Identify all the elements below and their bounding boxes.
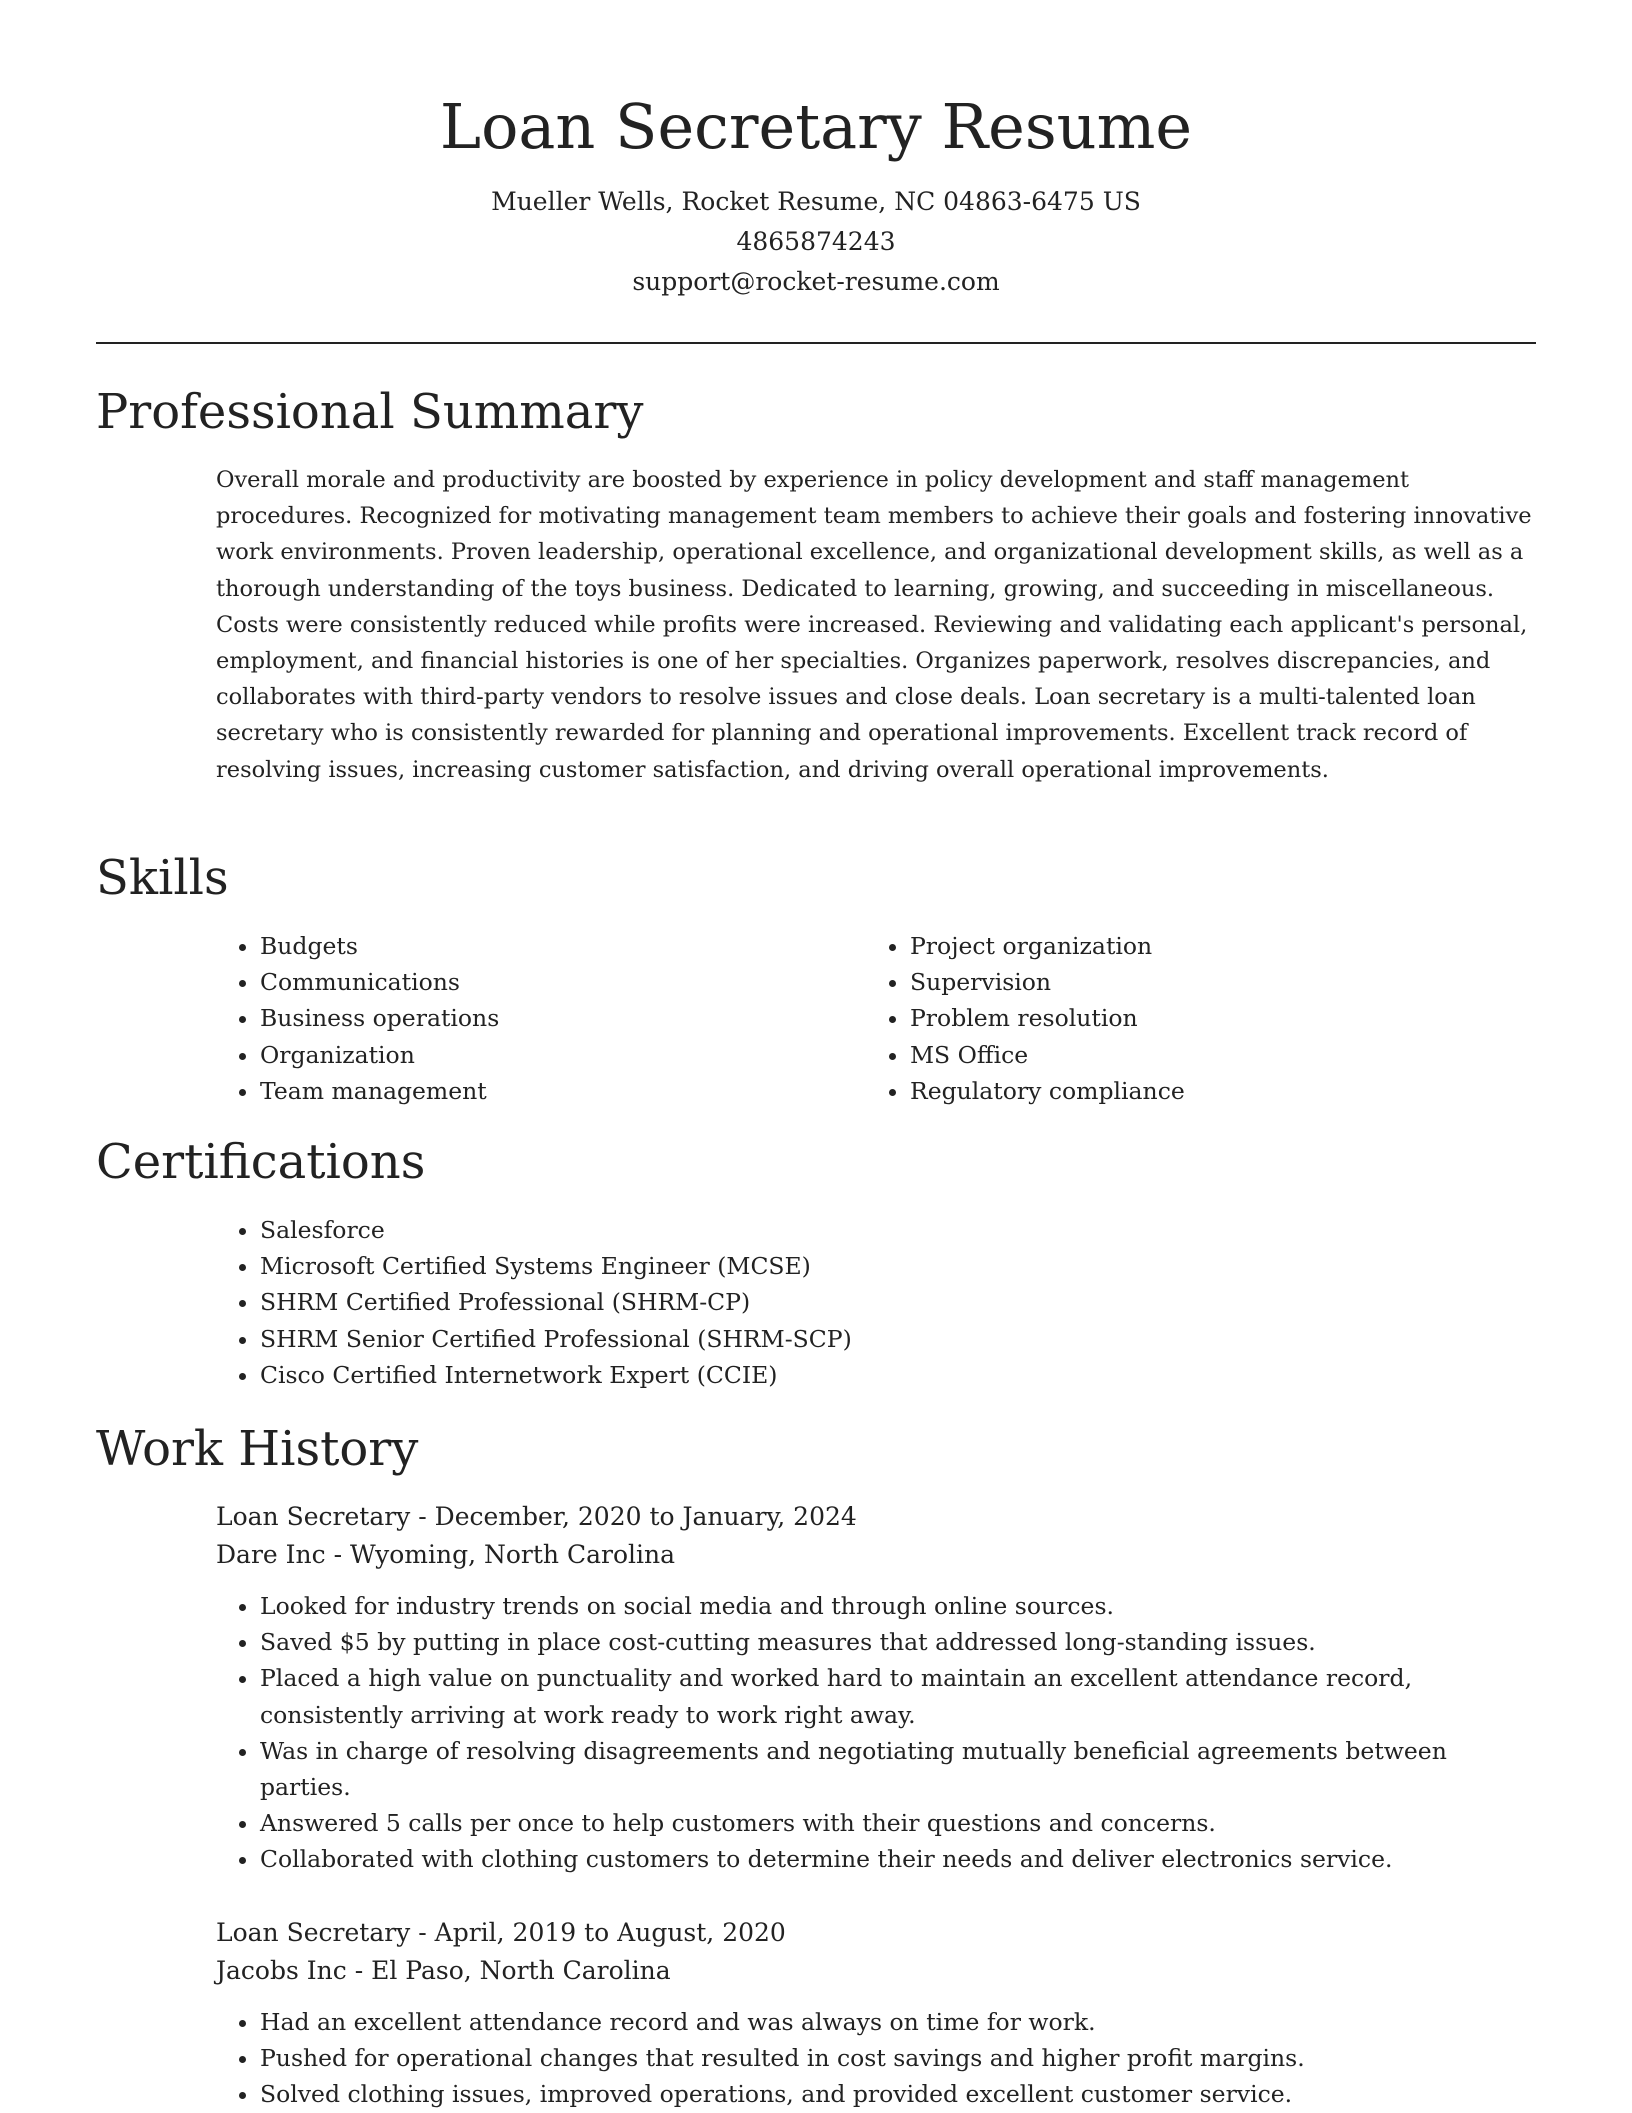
contact-email: support@rocket-resume.com xyxy=(632,267,1000,296)
job-location: - Wyoming, North Carolina xyxy=(325,1540,675,1569)
job-bullet: • Placed a high value on punctuality and worked hard to maintain an excellent attendance record, consistently arriving at work ready to work right away. xyxy=(260,1660,1536,1732)
certifications-block xyxy=(216,1212,1536,1393)
summary-heading: Professional Summary xyxy=(96,384,644,440)
job-title: Loan Secretary xyxy=(216,1502,411,1531)
certification-item: • Cisco Certified Internetwork Expert (CCIE) xyxy=(260,1357,1536,1393)
skills-heading: Skills xyxy=(96,850,229,906)
skill-item: • Communications xyxy=(260,964,856,1000)
skills-list-left xyxy=(216,928,856,1109)
skill-item: • MS Office xyxy=(910,1037,1506,1073)
resume-header xyxy=(96,80,1536,302)
job-bullet: • Looked for industry trends on social media and through online sources. xyxy=(260,1588,1536,1624)
skills-column-left xyxy=(216,928,856,1109)
summary-text: Overall morale and productivity are boosted by experience in policy development and staff management procedures. Recognized for motivating management team members to achieve their goals and fostering innovative work environments. Proven leadership, operational excellence, and organizational development skills, as well as a thorough understanding of the toys business. Dedicated to learning, growing, and succeeding in miscellaneous. Costs were consistently reduced while profits were increased. Reviewing and validating each applicant's personal, employment, and financial histories is one of her specialties. Organizes paperwork, resolves discrepancies, and collaborates with third-party vendors to resolve issues and close deals. Loan secretary is a multi-talented loan secretary who is consistently rewarded for planning and operational improvements. Excellent track record of resolving issues, increasing customer satisfaction, and driving overall operational improvements. xyxy=(216,467,1532,783)
job-bullets xyxy=(216,1588,1536,1878)
job-company-line xyxy=(216,1536,1536,1574)
job-company-line xyxy=(216,1952,1536,1990)
job-company: Dare Inc xyxy=(216,1540,326,1569)
job-dates: - April, 2019 to August, 2020 xyxy=(410,1918,786,1947)
job-title: Loan Secretary xyxy=(216,1918,411,1947)
certification-item: • SHRM Senior Certified Professional (SHRM-SCP) xyxy=(260,1321,1536,1357)
job-dates: - December, 2020 to January, 2024 xyxy=(410,1502,857,1531)
certification-item: • SHRM Certified Professional (SHRM-CP) xyxy=(260,1284,1536,1320)
skill-item: • Budgets xyxy=(260,928,856,964)
skill-item: • Business operations xyxy=(260,1000,856,1036)
certification-item: • Salesforce xyxy=(260,1212,1536,1248)
job-bullet: • Solved clothing issues, improved operations, and provided excellent customer service. xyxy=(260,2076,1536,2112)
job-company: Jacobs Inc xyxy=(216,1956,347,1985)
skills-list-right xyxy=(866,928,1506,1109)
skills-column-right xyxy=(866,928,1506,1109)
job-location: - El Paso, North Carolina xyxy=(346,1956,671,1985)
certification-item: • Microsoft Certified Systems Engineer (MCSE) xyxy=(260,1248,1536,1284)
skill-item: • Project organization xyxy=(910,928,1506,964)
job-bullet: • Was in charge of resolving disagreements and negotiating mutually beneficial agreements between parties. xyxy=(260,1733,1536,1805)
resume-title: Loan Secretary Resume xyxy=(439,90,1193,163)
job-bullets xyxy=(216,2004,1536,2113)
job-bullet: • Pushed for operational changes that resulted in cost savings and higher profit margins. xyxy=(260,2040,1536,2076)
certifications-list xyxy=(216,1212,1536,1393)
contact-phone: 4865874243 xyxy=(736,227,896,256)
job-title-line xyxy=(216,1498,1536,1536)
skill-item: • Problem resolution xyxy=(910,1000,1506,1036)
job-bullet: • Had an excellent attendance record and was always on time for work. xyxy=(260,2004,1536,2040)
skill-item: • Supervision xyxy=(910,964,1506,1000)
job-bullet: • Collaborated with clothing customers to determine their needs and deliver electronics service. xyxy=(260,1841,1536,1877)
job-entry xyxy=(216,1498,1536,1878)
job-title-line xyxy=(216,1914,1536,1952)
skill-item: • Regulatory compliance xyxy=(910,1073,1506,1109)
skill-item: • Team management xyxy=(260,1073,856,1109)
certifications-heading: Certifications xyxy=(96,1134,426,1190)
job-entry xyxy=(216,1914,1536,2113)
header-divider xyxy=(96,342,1536,344)
job-bullet: • Answered 5 calls per once to help customers with their questions and concerns. xyxy=(260,1805,1536,1841)
skill-item: • Organization xyxy=(260,1037,856,1073)
job-bullet: • Saved $5 by putting in place cost-cutting measures that addressed long-standing issues. xyxy=(260,1624,1536,1660)
work-history-heading: Work History xyxy=(96,1421,419,1477)
contact-address: Mueller Wells, Rocket Resume, NC 04863-6475 US xyxy=(491,187,1141,216)
